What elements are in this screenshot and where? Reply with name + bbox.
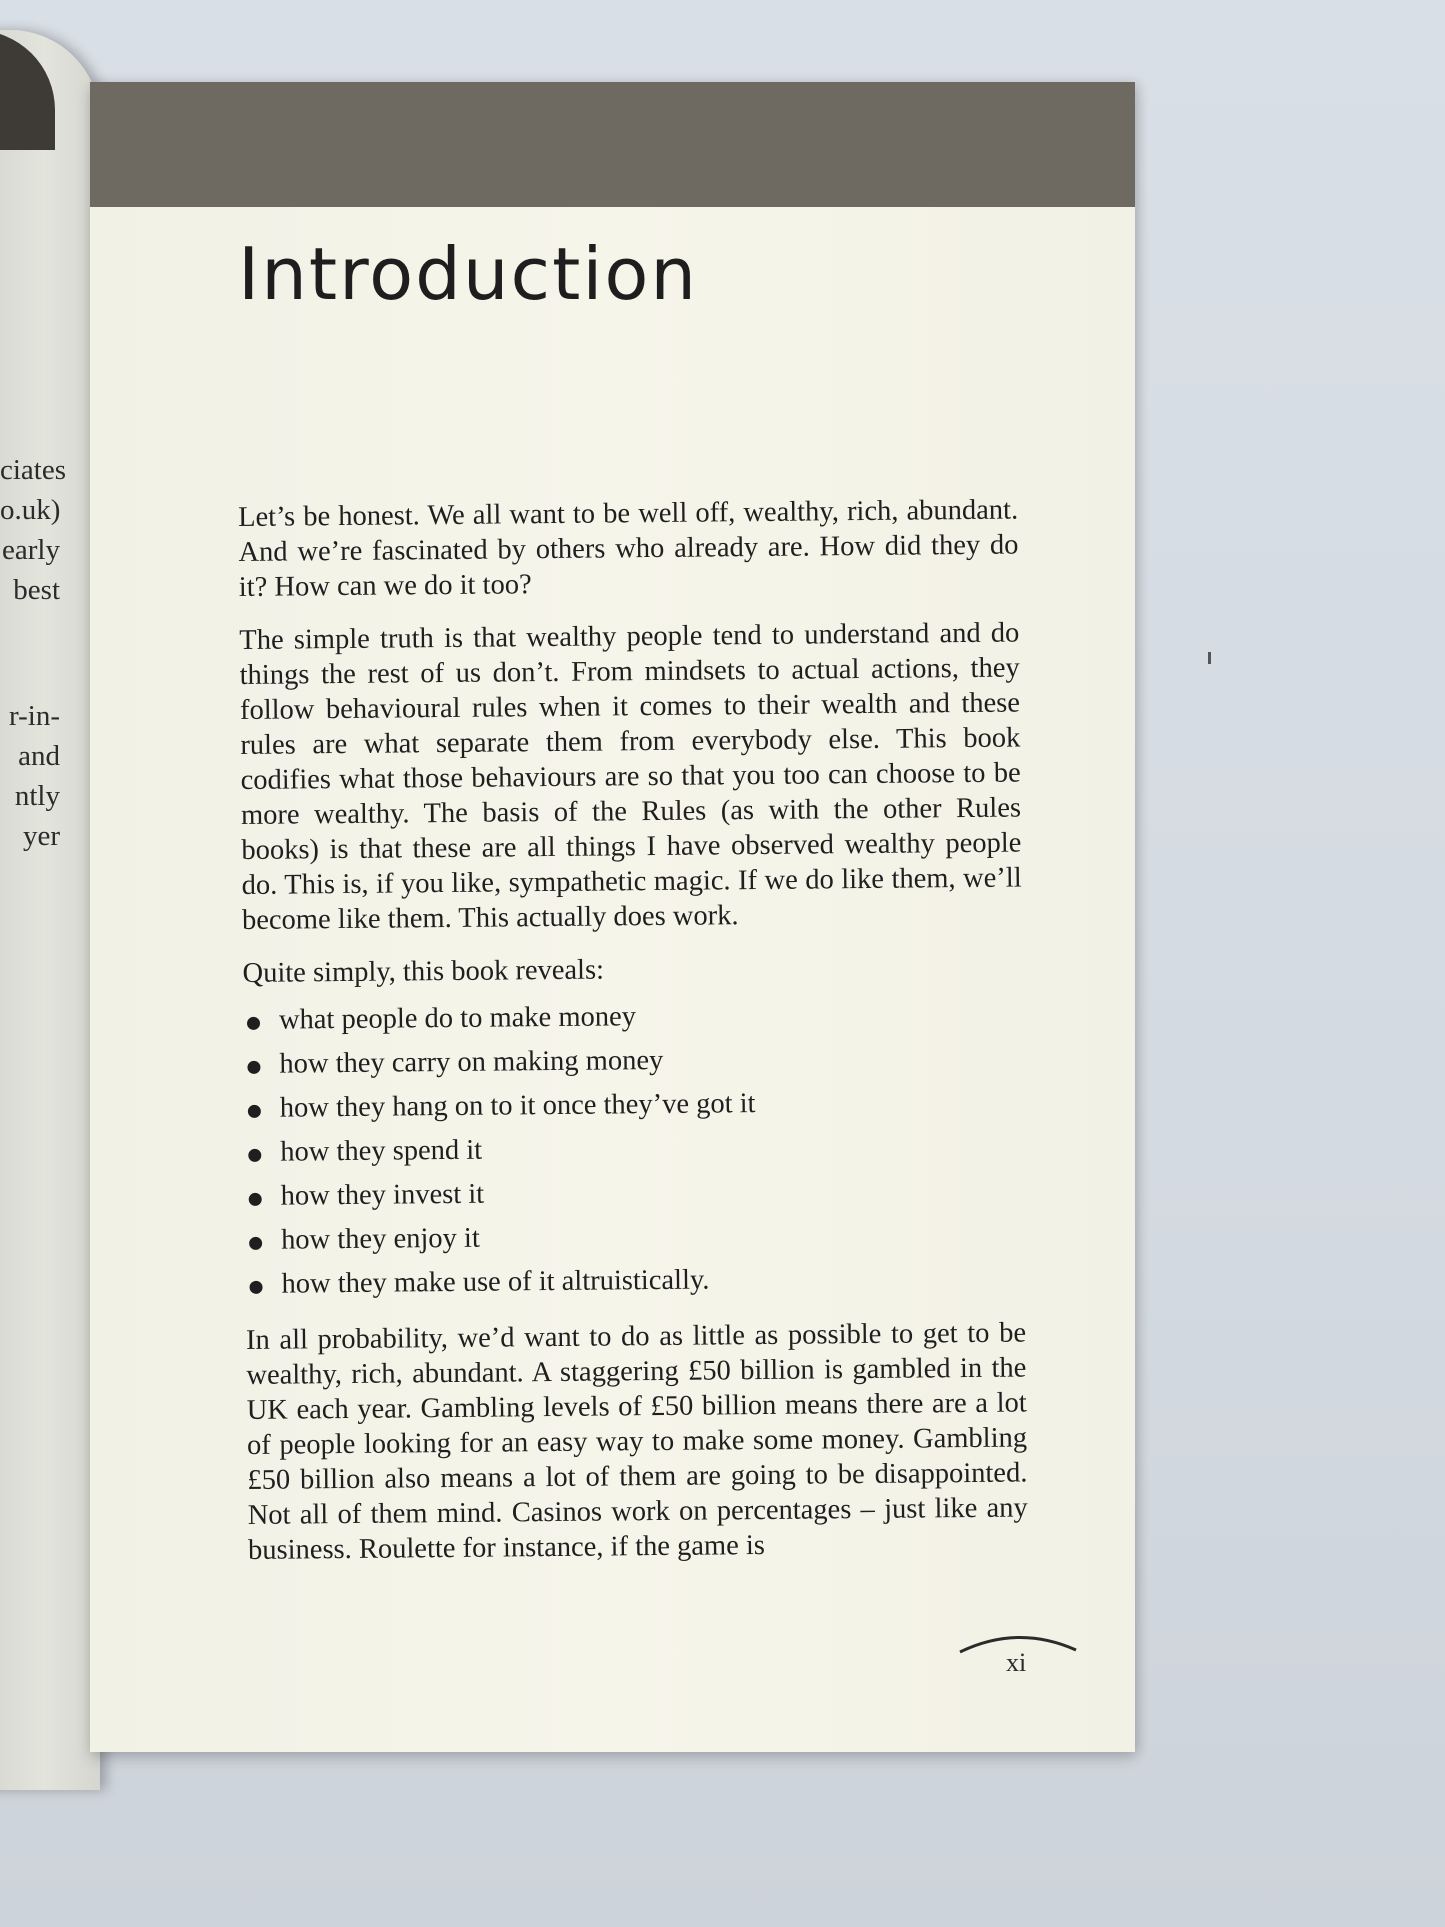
paragraph: The simple truth is that wealthy people tend to understand and do things the rest of us don’t. From mindsets to actual actions, they follow behavioural rules when it comes to their wealth and these rules are what separate them from everybody else. This book codifies what those behaviours are so that you too can choose to be more wealthy. The basis of the Rules (as with the other Rules books) is that these are all things I have observed wealthy people do. This is, if you like, sympathetic magic. If we do like them, we’ll become like them. This actually does work. (239, 617, 1022, 936)
bullet-list (243, 991, 1026, 1306)
header-band (90, 82, 1135, 207)
page-title: Introduction (238, 232, 699, 316)
list-item-text: how they hang on to it once they’ve got it (279, 1088, 756, 1124)
list-item (244, 1079, 1024, 1130)
bullet-icon (247, 1061, 260, 1074)
list-item-text: how they spend it (280, 1134, 483, 1168)
bullet-icon (248, 1105, 261, 1118)
list-item (244, 1123, 1024, 1174)
left-page-fragment: yer (22, 820, 60, 852)
page-number: xi (1006, 1648, 1027, 1677)
list-item-text: how they enjoy it (280, 1222, 480, 1256)
page-body (238, 493, 1028, 1586)
paragraph: In all probability, we’d want to do as little as possible to get to be wealthy, rich, abundant. A staggering £50 billion is gambled in the UK each year. Gambling levels of £50 billion means there are a lot of people looking for an easy way to make some money. Gambling £50 billion also means a lot of them are going to be disappointed. Not all of them mind. Casinos work on percentages – just like any business. Roulette for instance, if the game is (245, 1317, 1028, 1566)
list-item-text: how they carry on making money (279, 1044, 664, 1080)
left-page-header-band (0, 30, 55, 150)
left-page-fragment: o.uk) (0, 494, 61, 526)
bullet-icon (249, 1193, 262, 1206)
list-item (245, 1255, 1025, 1306)
list-item (243, 1035, 1023, 1086)
background-speck (1208, 652, 1211, 664)
bullet-icon (249, 1237, 262, 1250)
left-page-fragment: early (2, 534, 60, 566)
bullet-icon (248, 1149, 261, 1162)
left-page-fragment: r-in- (9, 700, 60, 732)
bullet-icon (249, 1281, 262, 1294)
book-page (90, 82, 1135, 1752)
list-item-text: what people do to make money (278, 1001, 637, 1036)
left-page-edge (0, 30, 100, 1790)
paragraph: Quite simply, this book reveals: (242, 954, 605, 989)
left-page-fragment: best (13, 574, 60, 606)
bullet-icon (247, 1017, 260, 1030)
paragraph: Let’s be honest. We all want to be well off, wealthy, rich, abundant. And we’re fascinated by others who already are. How did they do it? How can we do it too? (238, 494, 1019, 603)
list-item-text: how they invest it (280, 1178, 485, 1212)
list-item (243, 991, 1023, 1042)
list-item-text: how they make use of it altruistically. (281, 1264, 710, 1300)
left-page-fragment: and (18, 740, 60, 772)
list-item (245, 1211, 1025, 1262)
left-page-fragment: ntly (14, 780, 60, 812)
left-page-fragment: ciates (0, 454, 67, 486)
list-item (244, 1167, 1024, 1218)
